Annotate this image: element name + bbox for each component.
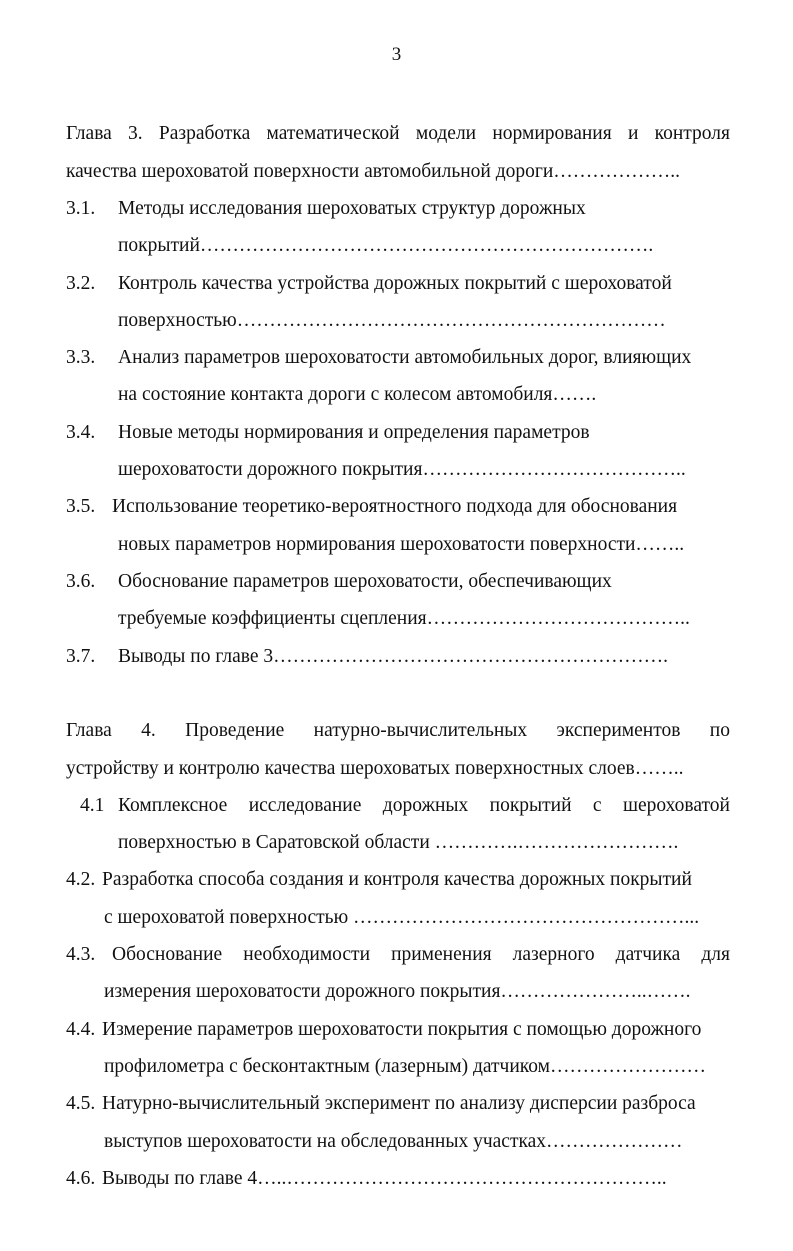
chapter3-title-line1: Глава 3. Разработка математической модели нормирования и контроля [66,123,730,144]
toc-item-3-2-number: 3.2. [66,273,96,294]
toc-item-3-7-title: Выводы по главе 3……………………………………………………. [118,646,668,667]
toc-item-3-6-title-cont: требуемые коэффициенты сцепления………………………………….. [118,608,690,629]
toc-item-3-5-title: Использование теоретико-вероятностного подхода для обоснования [112,496,678,517]
toc-item-3-5-number: 3.5. [66,496,96,517]
toc-item-3-3-title: Анализ параметров шероховатости автомобильных дорог, влияющих [118,347,692,368]
toc-item-4-2-title: Разработка способа создания и контроля качества дорожных покрытий [102,869,692,890]
toc-item-4-1-title-cont: поверхностью в Саратовской области ………….……………………. [118,832,679,853]
toc-item-4-5-title: Натурно-вычислительный эксперимент по анализу дисперсии разброса [102,1093,696,1114]
toc-item-3-1-title-cont: покрытий……………………………………………………………. [118,235,654,256]
toc-item-4-3-number: 4.3. [66,944,96,965]
toc-item-3-1-number: 3.1. [66,198,96,219]
toc-item-3-7-number: 3.7. [66,646,96,667]
toc-item-4-4-title: Измерение параметров шероховатости покрытия с помощью дорожного [102,1019,702,1040]
page-number: 3 [391,44,402,65]
toc-item-3-2-title-cont: поверхностью………………………………………………………… [118,310,666,331]
toc-item-3-4-title: Новые методы нормирования и определения параметров [118,422,590,443]
toc-item-3-5-title-cont: новых параметров нормирования шероховатости поверхности…….. [118,534,685,555]
chapter4-title-line1: Глава 4. Проведение натурно-вычислительных экспериментов по [66,720,730,741]
toc-item-4-6-title: Выводы по главе 4…..………………………………………………….. [102,1168,667,1189]
toc-item-4-4-number: 4.4. [66,1019,96,1040]
toc-item-4-1-number: 4.1 [80,795,105,816]
toc-item-4-6-number: 4.6. [66,1168,96,1189]
toc-item-3-4-title-cont: шероховатости дорожного покрытия………………………………….. [118,459,686,480]
toc-item-3-6-title: Обоснование параметров шероховатости, обеспечивающих [118,571,612,592]
toc-item-4-4-title-cont: профилометра с бесконтактным (лазерным) датчиком…………………… [104,1056,706,1077]
toc-item-4-2-number: 4.2. [66,869,96,890]
toc-item-3-1-title: Методы исследования шероховатых структур дорожных [118,198,586,219]
toc-item-3-2-title: Контроль качества устройства дорожных покрытий с шероховатой [118,273,672,294]
toc-item-4-2-title-cont: с шероховатой поверхностью ……………………………………………... [104,907,700,928]
chapter3-title-line2: качества шероховатой поверхности автомобильной дороги……………….. [66,161,681,182]
toc-item-4-3-title-cont: измерения шероховатости дорожного покрытия…………………..……. [104,981,691,1002]
toc-item-4-5-title-cont: выступов шероховатости на обследованных участках………………… [104,1131,683,1152]
toc-item-3-4-number: 3.4. [66,422,96,443]
toc-item-3-3-title-cont: на состояние контакта дороги с колесом автомобиля……. [118,384,597,405]
toc-item-3-6-number: 3.6. [66,571,96,592]
toc-item-4-1-title: Комплексное исследование дорожных покрытий с шероховатой [118,795,730,816]
toc-item-4-5-number: 4.5. [66,1093,96,1114]
chapter4-title-line2: устройству и контролю качества шероховатых поверхностных слоев…….. [66,758,684,779]
toc-item-4-3-title: Обоснование необходимости применения лазерного датчика для [112,944,730,965]
toc-item-3-3-number: 3.3. [66,347,96,368]
